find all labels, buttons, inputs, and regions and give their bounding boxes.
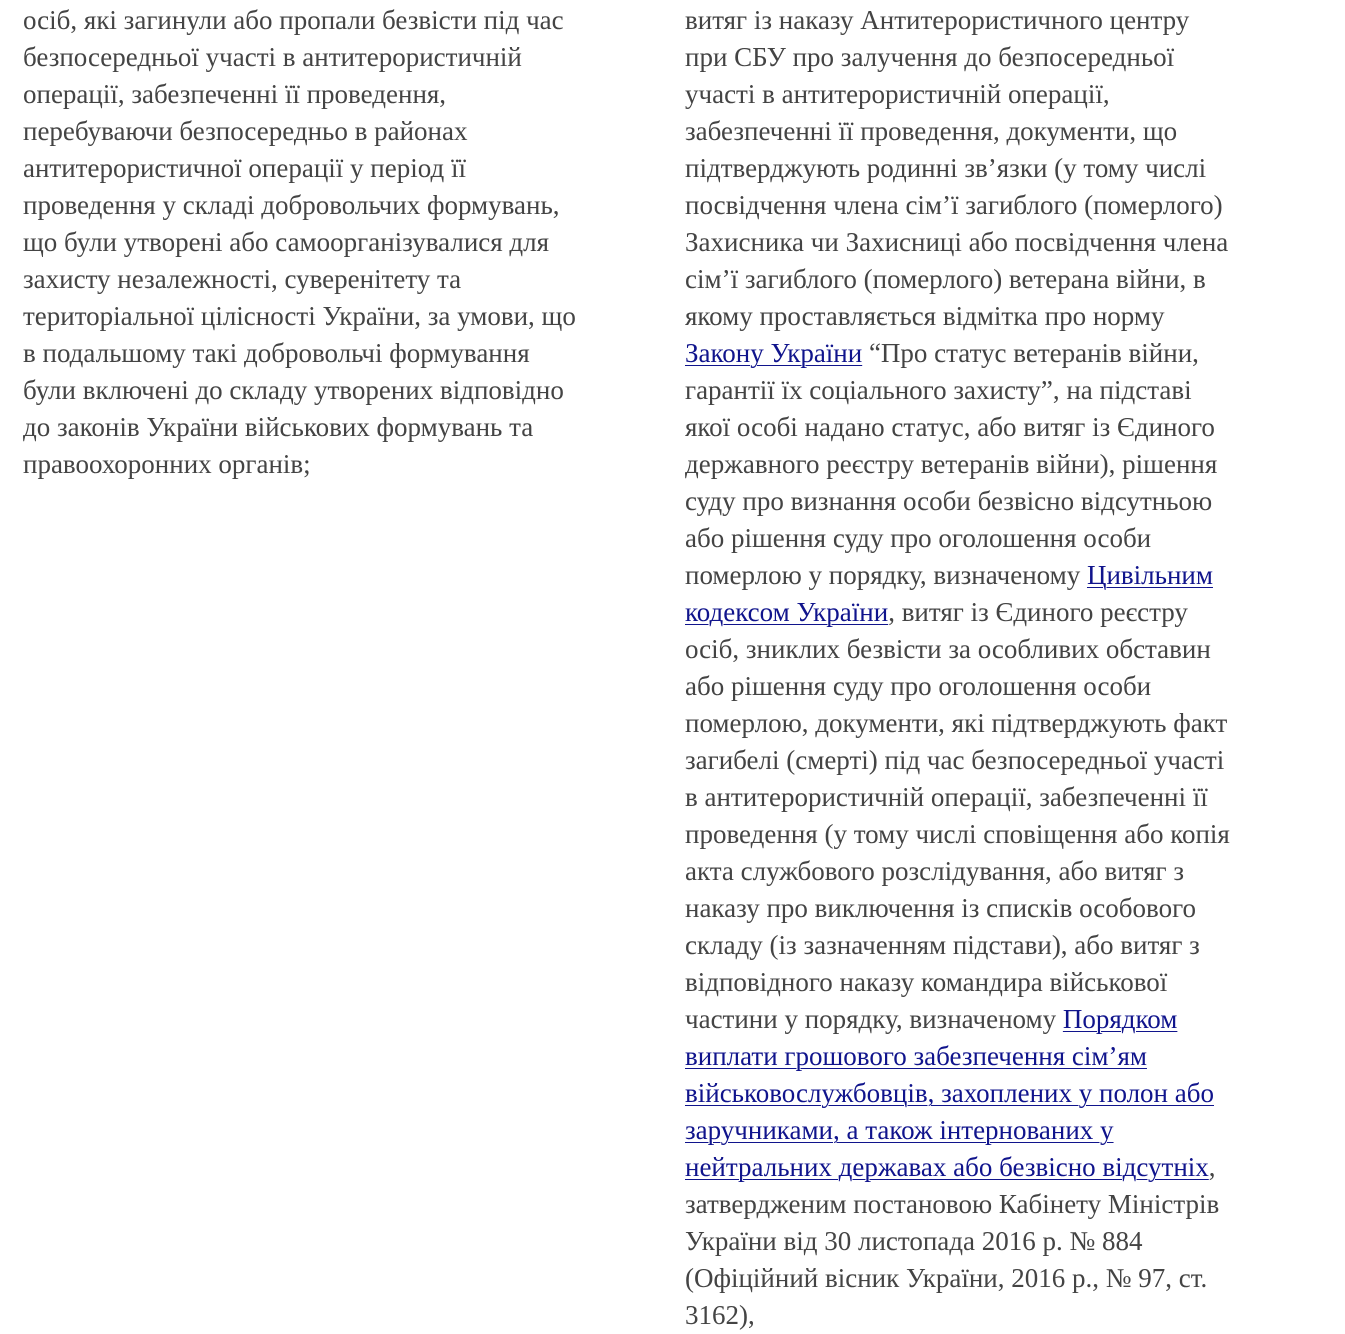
payment-procedure-link-continued[interactable]: нейтральних державах або безвісно відсутніх (685, 1152, 1209, 1182)
text-line: що були утворені або самоорганізувалися для (23, 227, 550, 257)
text-line: проведення у складі добровольчих формувань, (23, 190, 560, 220)
text-line: (Офіційний вісник України, 2016 р., № 97, ст. (685, 1263, 1208, 1293)
text-line (685, 1112, 1345, 1149)
text-line: або рішення суду про оголошення особи (685, 671, 1152, 701)
text-line: перебуваючи безпосередньо в районах (23, 116, 468, 146)
text-line: України від 30 листопада 2016 р. № 884 (685, 1226, 1143, 1256)
text-line (685, 1075, 1345, 1112)
text-line: територіальної цілісності України, за умови, що (23, 301, 576, 331)
text-line: при СБУ про залучення до безпосередньої (685, 42, 1175, 72)
payment-procedure-link-continued[interactable]: заручниками, а також інтернованих у (685, 1115, 1114, 1145)
text-line: або рішення суду про оголошення особи (685, 523, 1152, 553)
left-column-text (23, 2, 673, 483)
text-line (685, 1038, 1345, 1075)
text-line (685, 594, 1345, 631)
text-line: 3162), (685, 1300, 755, 1330)
law-of-ukraine-link[interactable]: Закону України (685, 338, 863, 368)
right-column-text (685, 2, 1345, 1334)
text-line: наказу про виключення із списків особового (685, 893, 1196, 923)
text-line: забезпеченні її проведення, документи, що (685, 116, 1178, 146)
text-line: участі в антитерористичній операції, (685, 79, 1110, 109)
text-line (685, 1001, 1345, 1038)
text-line: правоохоронних органів; (23, 449, 311, 479)
text-fragment: “Про статус ветеранів війни, (862, 338, 1199, 368)
text-line: посвідчення члена сім’ї загиблого (померлого) (685, 190, 1223, 220)
text-line: гарантії їх соціального захисту”, на підставі (685, 375, 1192, 405)
text-line: померлою, документи, які підтверджують факт (685, 708, 1228, 738)
text-fragment: , витяг із Єдиного реєстру (888, 597, 1188, 627)
text-line: сім’ї загиблого (померлого) ветерана війни, в (685, 264, 1206, 294)
text-line: в антитерористичній операції, забезпеченні її (685, 782, 1208, 812)
text-line: загибелі (смерті) під час безпосередньої участі (685, 745, 1225, 775)
text-line: в подальшому такі добровольчі формування (23, 338, 530, 368)
text-line (685, 1149, 1345, 1186)
text-fragment: померлою у порядку, визначеному (685, 560, 1087, 590)
text-line: осіб, які загинули або пропали безвісти під час (23, 5, 564, 35)
text-line: якої особі надано статус, або витяг із Єдиного (685, 412, 1215, 442)
text-line: осіб, зниклих безвісти за особливих обставин (685, 634, 1211, 664)
text-line: безпосередньої участі в антитерористичній (23, 42, 522, 72)
payment-procedure-link-continued[interactable]: виплати грошового забезпечення сім’ям (685, 1041, 1147, 1071)
text-line: антитерористичної операції у період її (23, 153, 466, 183)
text-line (685, 557, 1345, 594)
text-line: проведення (у тому числі сповіщення або копія (685, 819, 1230, 849)
text-fragment: частини у порядку, визначеному (685, 1004, 1063, 1034)
civil-code-link-continued[interactable]: кодексом України (685, 597, 889, 627)
text-line: державного реєстру ветеранів війни), рішення (685, 449, 1218, 479)
text-line: затвердженим постановою Кабінету Міністрів (685, 1189, 1220, 1219)
text-line: відповідного наказу командира військової (685, 967, 1168, 997)
text-line: захисту незалежності, суверенітету та (23, 264, 462, 294)
text-line: були включені до складу утворених відповідно (23, 375, 564, 405)
payment-procedure-link-continued[interactable]: військовослужбовців, захоплених у полон або (685, 1078, 1214, 1108)
text-line: суду про визнання особи безвісно відсутньою (685, 486, 1213, 516)
text-fragment: , (1208, 1152, 1216, 1182)
payment-procedure-link[interactable]: Порядком (1062, 1004, 1178, 1034)
text-line: витяг із наказу Антитерористичного центру (685, 5, 1190, 35)
text-line: операції, забезпеченні її проведення, (23, 79, 447, 109)
civil-code-link[interactable]: Цивільним (1086, 560, 1213, 590)
text-line: якому проставляється відмітка про норму (685, 301, 1165, 331)
text-line (685, 335, 1345, 372)
text-line: до законів України військових формувань та (23, 412, 534, 442)
text-line: складу (із зазначенням підстави), або витяг з (685, 930, 1200, 960)
text-line: Захисника чи Захисниці або посвідчення члена (685, 227, 1229, 257)
text-line: підтверджують родинні зв’язки (у тому числі (685, 153, 1207, 183)
text-line: акта службового розслідування, або витяг з (685, 856, 1185, 886)
